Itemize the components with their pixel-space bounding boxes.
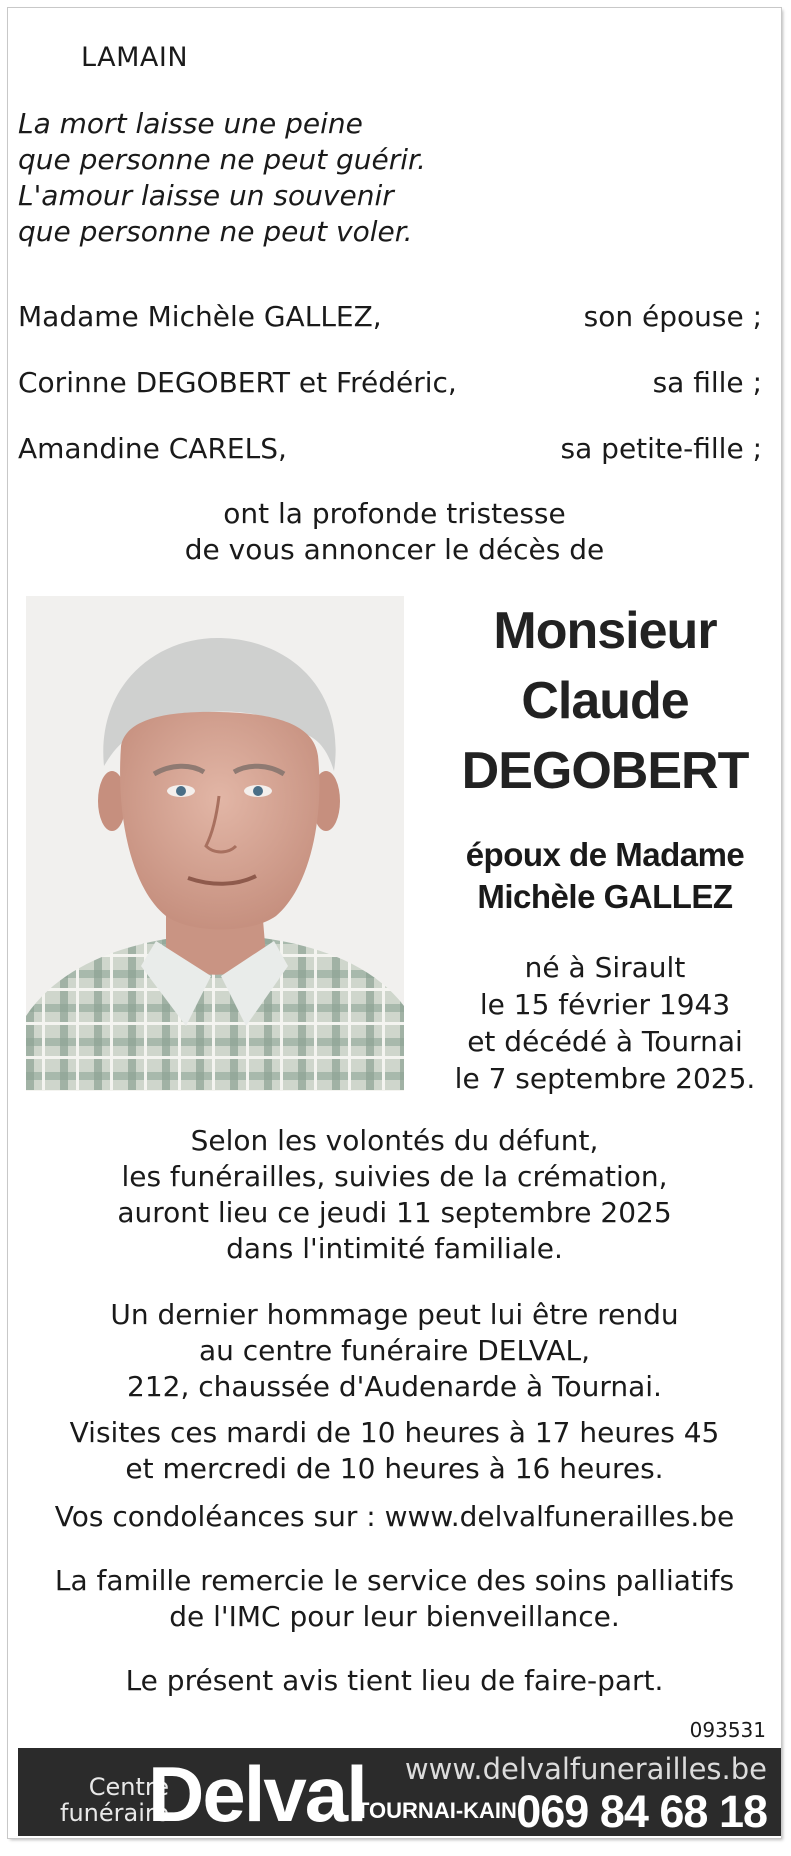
- family-member-name: Amandine CARELS,: [18, 432, 287, 465]
- funeral-line: les funérailles, suivies de la crémation,: [121, 1160, 668, 1193]
- family-member-name: Corinne DEGOBERT et Frédéric,: [18, 366, 457, 399]
- funeral-line: dans l'intimité familiale.: [226, 1232, 563, 1265]
- town-name: LAMAIN: [81, 42, 189, 73]
- poem-line: que personne ne peut voler.: [18, 215, 413, 248]
- family-member-name: Madame Michèle GALLEZ,: [18, 300, 382, 333]
- centre-label-line: Centre: [88, 1773, 169, 1801]
- family-relation: son épouse ;: [583, 300, 762, 333]
- announcement: [8, 496, 781, 568]
- family-row: [18, 300, 762, 333]
- poem-line: La mort laisse une peine: [18, 107, 363, 140]
- thanks-line: de l'IMC pour leur bienveillance.: [169, 1600, 620, 1633]
- brand-logo: Delval: [148, 1750, 366, 1838]
- poem-line: que personne ne peut guérir.: [18, 143, 426, 176]
- date-line: né à Sirault: [524, 951, 686, 984]
- condolences-link: Vos condoléances sur : www.delvalfunerailles.be: [54, 1500, 735, 1533]
- phone-number: 069 84 68 18: [516, 1786, 767, 1837]
- poem: [18, 106, 426, 250]
- funeral-line: Selon les volontés du défunt,: [190, 1124, 599, 1157]
- funeral-home-banner: [18, 1748, 781, 1836]
- family-row: [18, 366, 762, 399]
- family-relation: sa fille ;: [652, 366, 762, 399]
- homage-line: Un dernier hommage peut lui être rendu: [110, 1298, 679, 1331]
- reference-number: 093531: [689, 1718, 766, 1742]
- visiting-hours: [8, 1415, 781, 1487]
- announcement-line: ont la profonde tristesse: [223, 497, 566, 530]
- funeral-line: auront lieu ce jeudi 11 septembre 2025: [117, 1196, 672, 1229]
- date-line: le 7 septembre 2025.: [454, 1062, 756, 1095]
- website-url: www.delvalfunerailles.be: [404, 1752, 767, 1786]
- centre-label-line: funéraire: [60, 1799, 169, 1827]
- birth-death-info: [438, 949, 772, 1097]
- homage-line: au centre funéraire DELVAL,: [198, 1334, 590, 1367]
- deceased-name-line: Claude: [521, 672, 689, 730]
- deceased-name: [438, 596, 772, 806]
- homage-details: [8, 1297, 781, 1405]
- notice-text: Le présent avis tient lieu de faire-part.: [125, 1664, 664, 1697]
- poem-line: L'amour laisse un souvenir: [18, 179, 394, 212]
- date-line: et décédé à Tournai: [467, 1025, 743, 1058]
- funeral-details: [8, 1123, 781, 1267]
- obituary-notice: [8, 8, 781, 1838]
- homage-line: 212, chaussée d'Audenarde à Tournai.: [127, 1370, 662, 1403]
- thanks-message: [8, 1563, 781, 1635]
- date-line: le 15 février 1943: [479, 988, 731, 1021]
- family-row: [18, 432, 762, 465]
- family-relation: sa petite-fille ;: [560, 432, 762, 465]
- location-label: TOURNAI-KAIN: [356, 1798, 517, 1823]
- portrait-image: [26, 596, 404, 1091]
- spouse-info: [438, 834, 772, 918]
- deceased-name-line: DEGOBERT: [461, 742, 749, 800]
- visits-line: et mercredi de 10 heures à 16 heures.: [125, 1452, 664, 1485]
- deceased-name-line: Monsieur: [493, 602, 717, 660]
- visits-line: Visites ces mardi de 10 heures à 17 heures 45: [69, 1416, 720, 1449]
- thanks-line: La famille remercie le service des soins palliatifs: [54, 1564, 735, 1597]
- deceased-portrait: [26, 596, 404, 1091]
- spouse-line: Michèle GALLEZ: [477, 878, 733, 915]
- announcement-line: de vous annoncer le décès de: [184, 533, 605, 566]
- spouse-line: époux de Madame: [465, 836, 745, 873]
